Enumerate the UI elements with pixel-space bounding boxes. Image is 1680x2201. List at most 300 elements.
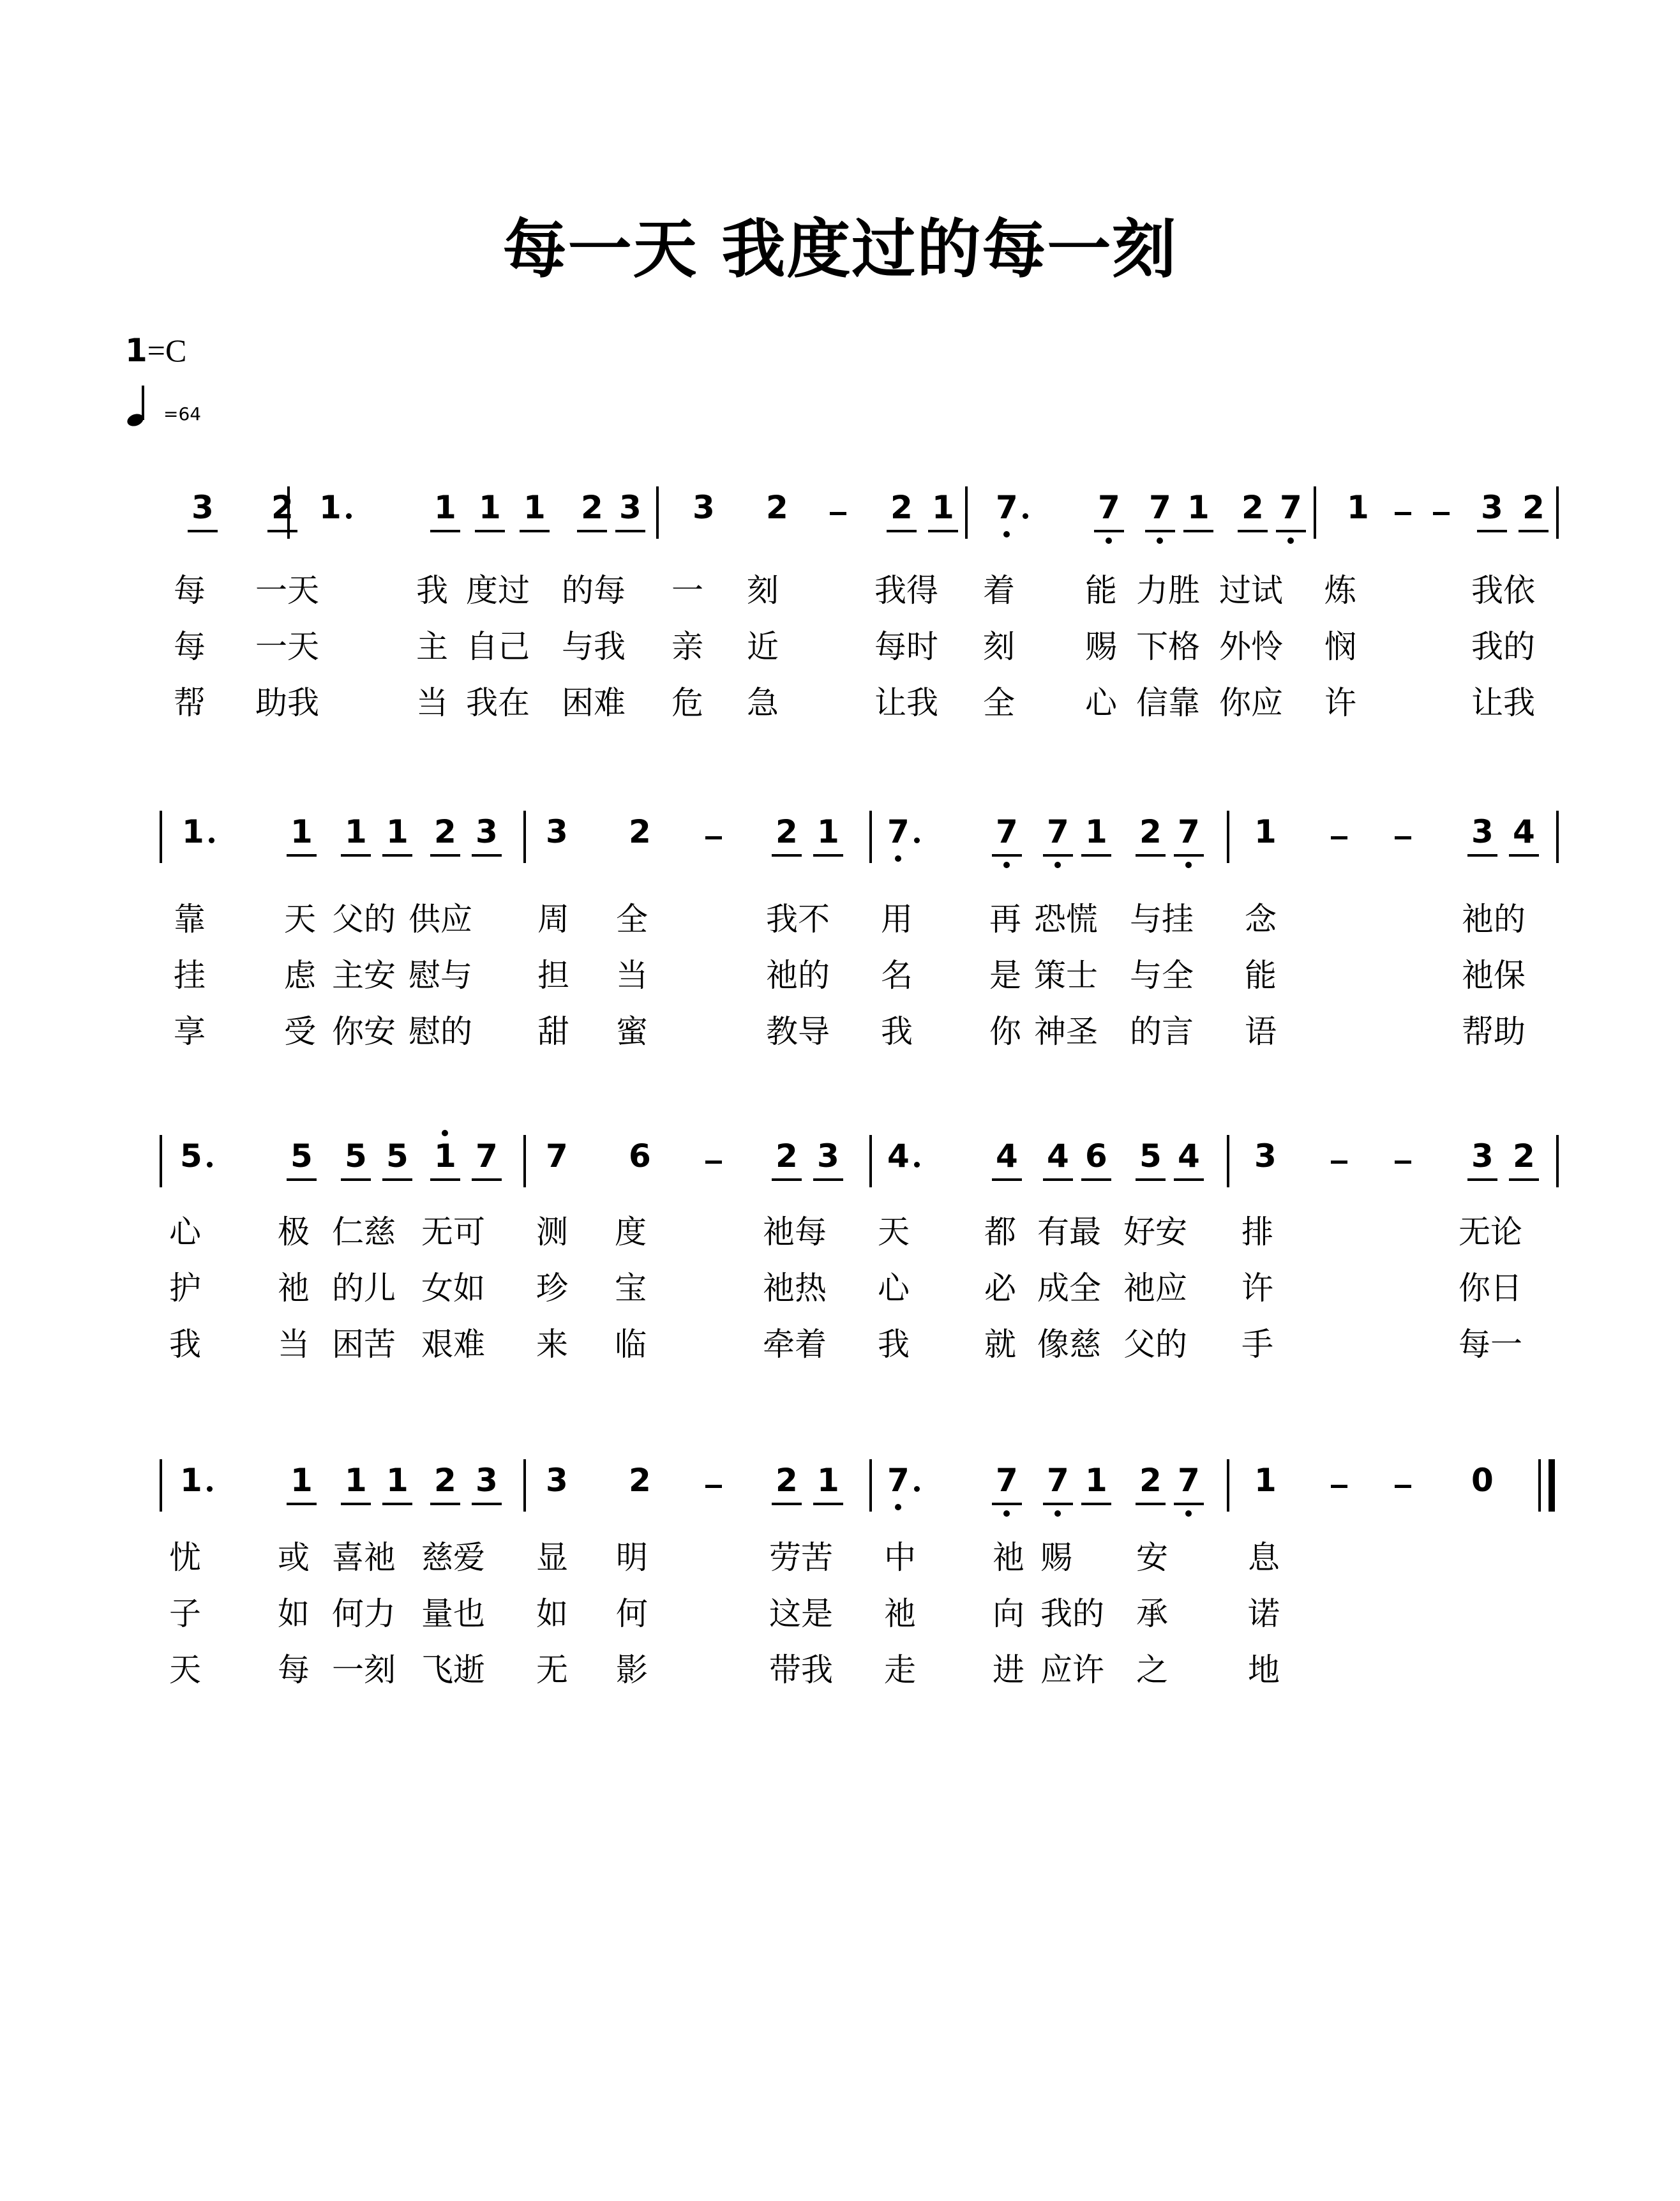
octave-dot-low: [1185, 1510, 1192, 1517]
lyric-verse-1: 与挂: [1130, 901, 1194, 938]
lyric-verse-1: 忧: [169, 1539, 201, 1576]
augmentation-dot: [207, 1486, 213, 1492]
lyric-verse-2: 向: [993, 1595, 1024, 1632]
lyric-verse-3: 应许: [1040, 1651, 1104, 1688]
note: 3: [546, 813, 568, 850]
underline: [472, 1178, 502, 1181]
lyric-verse-3: 我: [169, 1326, 201, 1363]
underline: [887, 530, 917, 532]
underline: [1094, 530, 1124, 532]
lyric-verse-1: 用: [881, 901, 913, 938]
lyric-verse-1: 我: [416, 572, 448, 609]
barline: [1227, 1135, 1229, 1187]
octave-dot-high: [442, 1130, 448, 1136]
lyric-verse-1: 无论: [1459, 1213, 1522, 1251]
lyric-verse-1: 都: [984, 1213, 1016, 1251]
note: 3: [476, 1464, 498, 1496]
note: 7: [1178, 816, 1200, 848]
lyric-verse-2: 能: [1245, 957, 1277, 994]
lyric-verse-3: 飞逝: [421, 1651, 485, 1688]
sustain-dash: [705, 836, 722, 839]
lyric-verse-2: 何: [616, 1595, 648, 1632]
underline: [287, 1178, 317, 1181]
underline: [341, 854, 371, 857]
augmentation-dot: [207, 1162, 213, 1168]
note: 4: [1178, 1140, 1200, 1172]
note: 1: [1347, 489, 1369, 526]
note: 3: [1254, 1138, 1277, 1175]
underline: [1043, 854, 1073, 857]
lyric-verse-2: 当: [616, 957, 648, 994]
lyric-verse-1: 能: [1085, 572, 1117, 609]
augmentation-dot: [914, 1486, 920, 1492]
lyric-verse-1: 一: [671, 572, 703, 609]
note: 2: [1241, 492, 1264, 523]
lyric-verse-1: 一天: [255, 572, 319, 609]
lyric-verse-1: 喜祂: [332, 1539, 396, 1576]
lyric-verse-1: 我得: [874, 572, 938, 609]
lyric-verse-1: 周: [537, 901, 569, 938]
lyric-verse-3: 我在: [466, 684, 530, 721]
note: 1: [434, 1140, 456, 1172]
lyric-verse-1: 或: [278, 1539, 310, 1576]
note: 1: [817, 1464, 839, 1496]
augmentation-dot: [1023, 513, 1028, 519]
note: 7: [1178, 1464, 1200, 1496]
note: 3: [1471, 816, 1494, 848]
note: 1: [182, 813, 204, 850]
note: 0: [1471, 1462, 1494, 1499]
lyric-verse-2: 何力: [332, 1595, 396, 1632]
lyric-verse-1: 天: [878, 1213, 910, 1251]
underline: [341, 1503, 371, 1505]
lyric-verse-1: 显: [536, 1539, 568, 1576]
lyric-verse-3: 全: [983, 684, 1015, 721]
note: 7: [887, 1464, 910, 1496]
lyric-verse-2: 承: [1136, 1595, 1168, 1632]
lyric-verse-2: 近: [747, 628, 779, 665]
underline: [1043, 1178, 1073, 1181]
underline: [928, 530, 958, 532]
lyric-verse-3: 你应: [1219, 684, 1283, 721]
lyric-verse-2: 悯: [1324, 628, 1356, 665]
lyric-verse-2: 你日: [1459, 1270, 1522, 1307]
song-title: 每一天 我度过的每一刻: [502, 212, 1178, 287]
note: 2: [776, 1464, 798, 1496]
lyric-verse-2: 祂热: [763, 1270, 827, 1307]
octave-dot-low: [1003, 531, 1010, 537]
octave-dot-low: [1003, 862, 1010, 868]
note: 3: [546, 1462, 568, 1499]
note: 2: [271, 492, 294, 523]
underline: [382, 1178, 412, 1181]
note: 2: [434, 1464, 456, 1496]
underline: [992, 854, 1022, 857]
underline: [1509, 1178, 1539, 1181]
barline: [869, 811, 872, 863]
barline: [869, 1135, 872, 1187]
lyric-verse-2: 如: [536, 1595, 568, 1632]
note: 2: [1522, 492, 1545, 523]
note: 5: [386, 1140, 409, 1172]
lyric-verse-3: 我: [881, 1013, 913, 1050]
key-number: 1: [125, 332, 147, 369]
note: 1: [180, 1462, 202, 1499]
underline: [1519, 530, 1549, 532]
lyric-verse-1: 恐慌: [1034, 901, 1098, 938]
lyric-verse-3: 来: [536, 1326, 568, 1363]
lyric-verse-1: 有最: [1037, 1213, 1101, 1251]
key-equals: =: [147, 333, 165, 368]
barline: [160, 1459, 162, 1512]
barline: [1314, 486, 1316, 539]
lyric-verse-1: 供应: [409, 901, 472, 938]
sustain-dash: [1433, 512, 1450, 515]
lyric-verse-1: 无可: [421, 1213, 485, 1251]
underline: [813, 854, 843, 857]
octave-dot-low: [1185, 862, 1192, 868]
underline: [813, 1503, 843, 1505]
note: 7: [1047, 816, 1069, 848]
lyric-verse-2: 名: [881, 957, 913, 994]
key-signature: [125, 332, 186, 369]
lyric-verse-2: 量也: [421, 1595, 485, 1632]
note: 1: [290, 1464, 313, 1496]
underline: [1276, 530, 1306, 532]
underline: [472, 854, 502, 857]
underline: [615, 530, 645, 532]
lyric-verse-1: 明: [616, 1539, 648, 1576]
lyric-verse-1: 炼: [1324, 572, 1356, 609]
lyric-verse-3: 急: [747, 684, 779, 721]
note: 1: [1254, 1462, 1277, 1499]
lyric-verse-1: 排: [1241, 1213, 1273, 1251]
lyric-verse-1: 息: [1248, 1539, 1280, 1576]
lyric-verse-2: 与全: [1130, 957, 1194, 994]
sustain-dash: [1331, 836, 1347, 839]
lyric-verse-3: 天: [169, 1651, 201, 1688]
lyric-verse-2: 许: [1241, 1270, 1273, 1307]
note: 1: [290, 816, 313, 848]
lyric-verse-3: 危: [671, 684, 703, 721]
lyric-verse-3: 帮: [174, 684, 206, 721]
lyric-verse-3: 你安: [332, 1013, 396, 1050]
lyric-verse-1: 劳苦: [769, 1539, 833, 1576]
barline: [160, 1135, 162, 1187]
underline: [1467, 854, 1497, 857]
lyric-verse-2: 祂保: [1462, 957, 1526, 994]
note: 2: [1139, 1464, 1162, 1496]
lyric-verse-1: 仁慈: [332, 1213, 396, 1251]
note: 2: [776, 816, 798, 848]
lyric-verse-2: 与我: [562, 628, 626, 665]
lyric-verse-1: 安: [1136, 1539, 1168, 1576]
lyric-verse-2: 主: [416, 628, 448, 665]
augmentation-dot: [914, 1162, 920, 1168]
sustain-dash: [1395, 1161, 1411, 1164]
barline: [1556, 811, 1559, 863]
note: 1: [1085, 816, 1107, 848]
barline: [869, 1459, 872, 1512]
octave-dot-low: [1003, 1510, 1010, 1517]
lyric-verse-3: 神圣: [1034, 1013, 1098, 1050]
note: 3: [619, 492, 641, 523]
lyric-verse-1: 测: [536, 1213, 568, 1251]
underline: [813, 1178, 843, 1181]
lyric-verse-3: 牵着: [763, 1326, 827, 1363]
lyric-verse-1: 心: [169, 1213, 201, 1251]
note: 7: [996, 492, 1018, 523]
note: 3: [1481, 492, 1503, 523]
lyric-verse-1: 的每: [562, 572, 626, 609]
lyric-verse-3: 助我: [255, 684, 319, 721]
lyric-verse-2: 祂的: [766, 957, 830, 994]
underline: [287, 854, 317, 857]
underline: [341, 1178, 371, 1181]
lyric-verse-2: 挂: [174, 957, 206, 994]
note: 1: [345, 1464, 367, 1496]
lyric-verse-2: 我的: [1040, 1595, 1104, 1632]
note: 1: [319, 489, 341, 526]
lyric-verse-2: 诺: [1248, 1595, 1280, 1632]
lyric-verse-2: 祂应: [1123, 1270, 1187, 1307]
note: 2: [890, 492, 913, 523]
lyric-verse-1: 度过: [466, 572, 530, 609]
note: 2: [434, 816, 456, 848]
lyric-verse-3: 心: [1085, 684, 1117, 721]
note: 5: [1139, 1140, 1162, 1172]
note: 2: [1513, 1140, 1535, 1172]
note: 2: [776, 1140, 798, 1172]
lyric-verse-3: 慰的: [409, 1013, 472, 1050]
underline: [520, 530, 550, 532]
lyric-verse-2: 虑: [284, 957, 316, 994]
note: 5: [290, 1140, 313, 1172]
note: 7: [476, 1140, 498, 1172]
lyric-verse-3: 每: [278, 1651, 310, 1688]
barline: [656, 486, 659, 539]
lyric-verse-1: 再: [989, 901, 1021, 938]
underline: [382, 854, 412, 857]
note: 1: [932, 492, 954, 523]
augmentation-dot: [209, 838, 214, 843]
note: 3: [1471, 1140, 1494, 1172]
note: 7: [996, 816, 1018, 848]
barline: [1556, 486, 1559, 539]
underline: [430, 1178, 460, 1181]
note: 3: [817, 1140, 839, 1172]
barline: [1227, 811, 1229, 863]
lyric-verse-1: 每: [174, 572, 206, 609]
lyric-verse-2: 如: [278, 1595, 310, 1632]
note: 2: [629, 813, 651, 850]
underline: [472, 1503, 502, 1505]
underline: [430, 1503, 460, 1505]
lyric-verse-3: 一刻: [332, 1651, 396, 1688]
lyric-verse-2: 护: [169, 1270, 201, 1307]
lyric-verse-3: 信靠: [1136, 684, 1200, 721]
note: 4: [887, 1138, 910, 1175]
lyric-verse-3: 临: [615, 1326, 647, 1363]
underline: [1145, 530, 1175, 532]
underline: [1183, 530, 1213, 532]
lyric-verse-3: 影: [616, 1651, 648, 1688]
underline: [1477, 530, 1507, 532]
sustain-dash: [830, 512, 846, 515]
lyric-verse-1: 念: [1245, 901, 1277, 938]
barline: [1227, 1459, 1229, 1512]
lyric-verse-2: 慰与: [409, 957, 472, 994]
note: 4: [1047, 1140, 1069, 1172]
note: 7: [1047, 1464, 1069, 1496]
lyric-verse-3: 之: [1136, 1651, 1168, 1688]
octave-dot-low: [1287, 537, 1294, 544]
lyric-verse-2: 子: [169, 1595, 201, 1632]
lyric-verse-3: 困难: [562, 684, 626, 721]
lyric-verse-1: 度: [615, 1213, 647, 1251]
lyric-verse-2: 策士: [1034, 957, 1098, 994]
underline: [1136, 1178, 1166, 1181]
lyric-verse-2: 是: [989, 957, 1021, 994]
note: 7: [996, 1464, 1018, 1496]
lyric-verse-3: 进: [993, 1651, 1024, 1688]
lyric-verse-1: 慈爱: [421, 1539, 485, 1576]
sustain-dash: [1395, 836, 1411, 839]
lyric-verse-3: 帮助: [1462, 1013, 1526, 1050]
lyric-verse-3: 就: [984, 1326, 1016, 1363]
underline: [1174, 854, 1204, 857]
note: 5: [180, 1138, 202, 1175]
underline: [1174, 1503, 1204, 1505]
final-barline-thick: [1549, 1459, 1555, 1512]
lyric-verse-3: 让我: [874, 684, 938, 721]
barline: [523, 1459, 526, 1512]
underline: [475, 530, 505, 532]
lyric-verse-3: 无: [536, 1651, 568, 1688]
quarter-note-icon: [125, 383, 163, 428]
augmentation-dot: [914, 838, 920, 843]
note: 1: [479, 492, 501, 523]
lyric-verse-1: 靠: [174, 901, 206, 938]
underline: [1238, 530, 1268, 532]
underline: [1136, 854, 1166, 857]
octave-dot-low: [1054, 1510, 1061, 1517]
underline: [992, 1178, 1022, 1181]
underline: [1509, 854, 1539, 857]
lyric-verse-1: 父的: [332, 901, 396, 938]
lyric-verse-2: 必: [984, 1270, 1016, 1307]
lyric-verse-1: 着: [983, 572, 1015, 609]
underline: [188, 530, 218, 532]
lyric-verse-3: 手: [1241, 1326, 1273, 1363]
note: 2: [1139, 816, 1162, 848]
lyric-verse-2: 祂: [278, 1270, 310, 1307]
note: 7: [546, 1138, 568, 1175]
lyric-verse-2: 每: [174, 628, 206, 665]
final-barline-thin: [1538, 1459, 1541, 1512]
lyric-verse-3: 每一: [1459, 1326, 1522, 1363]
lyric-verse-3: 当: [278, 1326, 310, 1363]
lyric-verse-2: 自己: [466, 628, 530, 665]
barline: [160, 811, 162, 863]
lyric-verse-2: 女如: [421, 1270, 485, 1307]
octave-dot-low: [1054, 862, 1061, 868]
underline: [1467, 1178, 1497, 1181]
note: 1: [386, 816, 409, 848]
sustain-dash: [1331, 1485, 1347, 1488]
underline: [1043, 1503, 1073, 1505]
lyric-verse-2: 赐: [1085, 628, 1117, 665]
lyric-verse-2: 祂: [884, 1595, 916, 1632]
note: 7: [1098, 492, 1120, 523]
lyric-verse-3: 当: [416, 684, 448, 721]
note: 4: [1513, 816, 1535, 848]
underline: [1081, 854, 1111, 857]
lyric-verse-1: 极: [278, 1213, 310, 1251]
lyric-verse-1: 祂: [993, 1539, 1024, 1576]
lyric-verse-1: 我依: [1471, 572, 1535, 609]
note: 7: [1149, 492, 1171, 523]
lyric-verse-1: 中: [884, 1539, 916, 1576]
lyric-verse-2: 刻: [983, 628, 1015, 665]
lyric-verse-1: 天: [284, 901, 316, 938]
lyric-verse-3: 我: [878, 1326, 910, 1363]
barline: [523, 1135, 526, 1187]
note: 1: [345, 816, 367, 848]
underline: [772, 1503, 802, 1505]
lyric-verse-2: 担: [537, 957, 569, 994]
lyric-verse-1: 全: [616, 901, 648, 938]
lyric-verse-1: 好安: [1123, 1213, 1187, 1251]
note: 7: [1280, 492, 1302, 523]
lyric-verse-2: 我的: [1471, 628, 1535, 665]
underline: [992, 1503, 1022, 1505]
lyric-verse-3: 带我: [769, 1651, 833, 1688]
lyric-verse-3: 艰难: [421, 1326, 485, 1363]
underline: [430, 530, 460, 532]
lyric-verse-2: 的儿: [332, 1270, 396, 1307]
lyric-verse-3: 父的: [1123, 1326, 1187, 1363]
lyric-verse-3: 像慈: [1037, 1326, 1101, 1363]
lyric-verse-1: 祂的: [1462, 901, 1526, 938]
lyric-verse-3: 走: [884, 1651, 916, 1688]
sustain-dash: [1395, 512, 1411, 515]
lyric-verse-1: 刻: [747, 572, 779, 609]
lyric-verse-2: 外怜: [1219, 628, 1283, 665]
lyric-verse-3: 受: [284, 1013, 316, 1050]
note: 4: [996, 1140, 1018, 1172]
underline: [430, 854, 460, 857]
underline: [772, 1178, 802, 1181]
barline: [965, 486, 968, 539]
lyric-verse-3: 困苦: [332, 1326, 396, 1363]
lyric-verse-2: 珍: [536, 1270, 568, 1307]
barline: [523, 811, 526, 863]
underline: [1174, 1178, 1204, 1181]
lyric-verse-2: 宝: [615, 1270, 647, 1307]
note: 1: [386, 1464, 409, 1496]
underline: [267, 530, 297, 532]
lyric-verse-1: 赐: [1040, 1539, 1072, 1576]
note: 3: [476, 816, 498, 848]
lyric-verse-3: 甜: [537, 1013, 569, 1050]
note: 1: [1085, 1464, 1107, 1496]
lyric-verse-3: 许: [1324, 684, 1356, 721]
lyric-verse-2: 这是: [769, 1595, 833, 1632]
note: 3: [191, 492, 214, 523]
lyric-verse-2: 一天: [255, 628, 319, 665]
note: 1: [523, 492, 546, 523]
